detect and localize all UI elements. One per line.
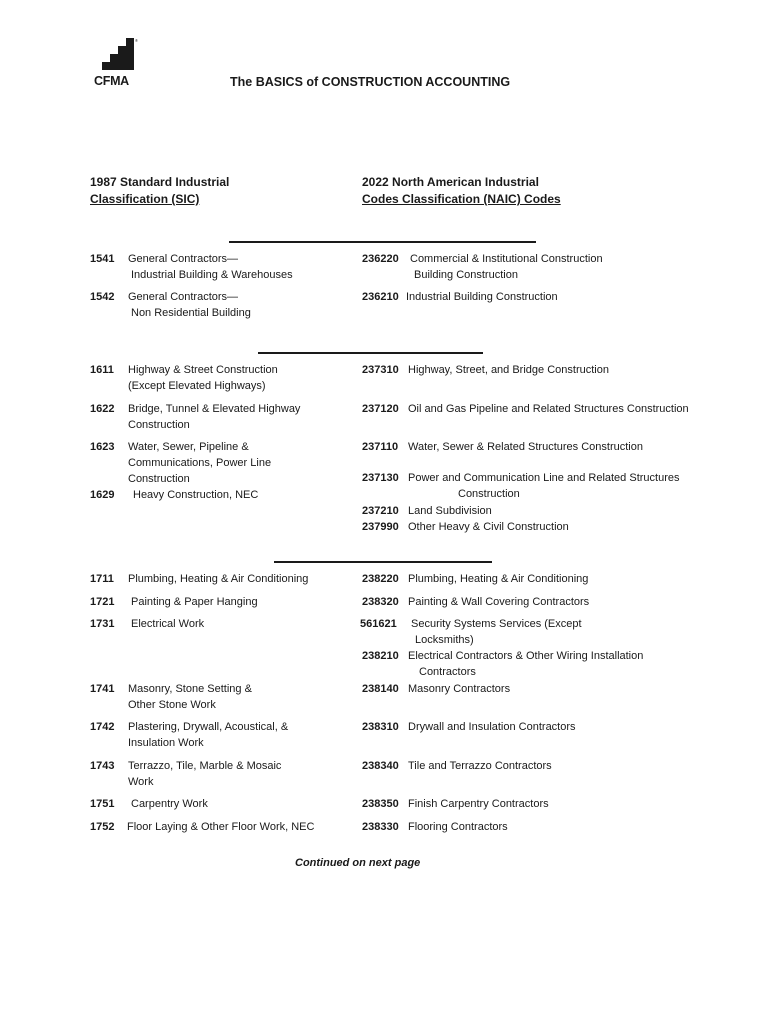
naic-code: 236220 bbox=[362, 253, 399, 265]
section-divider bbox=[274, 561, 492, 563]
naic-code: 238310 bbox=[362, 721, 399, 733]
naic-description: Other Heavy & Civil Construction bbox=[408, 521, 569, 533]
sic-description: General Contractors— Non Residential Building bbox=[128, 291, 251, 319]
sic-code: 1623 bbox=[90, 441, 115, 453]
document-title: The BASICS of CONSTRUCTION ACCOUNTING bbox=[230, 75, 511, 89]
sic-code: 1742 bbox=[90, 721, 115, 733]
naic-code: 237210 bbox=[362, 505, 399, 517]
naic-code: 238140 bbox=[362, 683, 399, 695]
naic-code: 236210 bbox=[362, 291, 399, 303]
sic-description: Heavy Construction, NEC bbox=[133, 489, 259, 501]
naic-description: Highway, Street, and Bridge Construction bbox=[408, 364, 609, 376]
naic-code: 237310 bbox=[362, 364, 399, 376]
sic-code: 1711 bbox=[90, 573, 114, 585]
sic-code: 1752 bbox=[90, 821, 115, 833]
sic-code: 1741 bbox=[90, 683, 115, 695]
sic-column-header bbox=[90, 174, 229, 208]
naic-description: Drywall and Insulation Contractors bbox=[408, 721, 576, 733]
sic-description: Masonry, Stone Setting & Other Stone Work bbox=[128, 683, 252, 711]
naic-description: Plumbing, Heating & Air Conditioning bbox=[408, 573, 589, 585]
cfma-logo bbox=[94, 38, 144, 88]
sic-code: 1743 bbox=[90, 760, 115, 772]
naic-code: 237990 bbox=[362, 521, 399, 533]
naic-code: 237120 bbox=[362, 403, 399, 415]
sic-description: Carpentry Work bbox=[131, 798, 208, 810]
sic-description: Painting & Paper Hanging bbox=[131, 596, 258, 608]
sic-description: Plumbing, Heating & Air Conditioning bbox=[128, 573, 309, 585]
naic-description: Industrial Building Construction bbox=[406, 291, 558, 303]
sic-header-line2: Classification (SIC) bbox=[90, 192, 200, 206]
continued-note: Continued on next page bbox=[295, 857, 421, 869]
sic-description: Bridge, Tunnel & Elevated Highway Construction bbox=[128, 403, 301, 431]
naic-code: 238220 bbox=[362, 573, 399, 585]
sic-description: Water, Sewer, Pipeline & Communications, Power Line Construction bbox=[128, 441, 272, 485]
section-divider bbox=[229, 241, 536, 243]
naic-description: Water, Sewer & Related Structures Construction bbox=[408, 441, 643, 453]
logo-text: CFMA bbox=[94, 74, 129, 88]
naic-description: Painting & Wall Covering Contractors bbox=[408, 596, 590, 608]
naic-code: 238330 bbox=[362, 821, 399, 833]
naic-description: Finish Carpentry Contractors bbox=[408, 798, 549, 810]
naic-header-line2: Codes Classification (NAIC) Codes bbox=[362, 192, 561, 206]
sic-code: 1731 bbox=[90, 618, 115, 630]
naic-column-header bbox=[362, 174, 561, 208]
naic-code: 238350 bbox=[362, 798, 399, 810]
sic-code: 1629 bbox=[90, 489, 115, 501]
section-divider bbox=[258, 352, 483, 354]
sic-description: Terrazzo, Tile, Marble & Mosaic Work bbox=[128, 760, 282, 788]
logo-trademark: ® bbox=[135, 38, 138, 43]
naic-description: Commercial & Institutional Construction Building Construction bbox=[410, 253, 603, 281]
naic-code: 238320 bbox=[362, 596, 399, 608]
naic-description: Electrical Contractors & Other Wiring Installation Contractors bbox=[408, 650, 644, 678]
naic-description: Power and Communication Line and Related Structures Construction bbox=[408, 472, 680, 500]
sic-code: 1542 bbox=[90, 291, 115, 303]
sic-code: 1611 bbox=[90, 364, 114, 376]
sic-code: 1622 bbox=[90, 403, 115, 415]
naic-description: Flooring Contractors bbox=[408, 821, 508, 833]
sic-description: Electrical Work bbox=[131, 618, 205, 630]
naic-description: Masonry Contractors bbox=[408, 683, 511, 695]
sic-code: 1541 bbox=[90, 253, 115, 265]
naic-code: 237130 bbox=[362, 472, 399, 484]
sic-description: General Contractors— Industrial Building & Warehouses bbox=[128, 253, 293, 281]
naic-code: 237110 bbox=[362, 441, 399, 453]
sic-code: 1751 bbox=[90, 798, 115, 810]
naic-code: 238210 bbox=[362, 650, 399, 662]
naic-code: 238340 bbox=[362, 760, 399, 772]
naic-description: Oil and Gas Pipeline and Related Structures Construction bbox=[408, 403, 689, 415]
naic-description: Security Systems Services (Except Locksmiths) bbox=[411, 618, 582, 646]
naic-header-line1: 2022 North American Industrial bbox=[362, 175, 539, 189]
sic-code: 1721 bbox=[90, 596, 115, 608]
naic-code: 561621 bbox=[360, 618, 397, 630]
naic-description: Tile and Terrazzo Contractors bbox=[408, 760, 552, 772]
sic-header-line1: 1987 Standard Industrial bbox=[90, 175, 230, 189]
sic-description: Plastering, Drywall, Acoustical, & Insulation Work bbox=[128, 721, 289, 749]
sic-description: Highway & Street Construction (Except Elevated Highways) bbox=[128, 364, 278, 392]
sic-description: Floor Laying & Other Floor Work, NEC bbox=[127, 821, 315, 833]
naic-description: Land Subdivision bbox=[408, 505, 492, 517]
